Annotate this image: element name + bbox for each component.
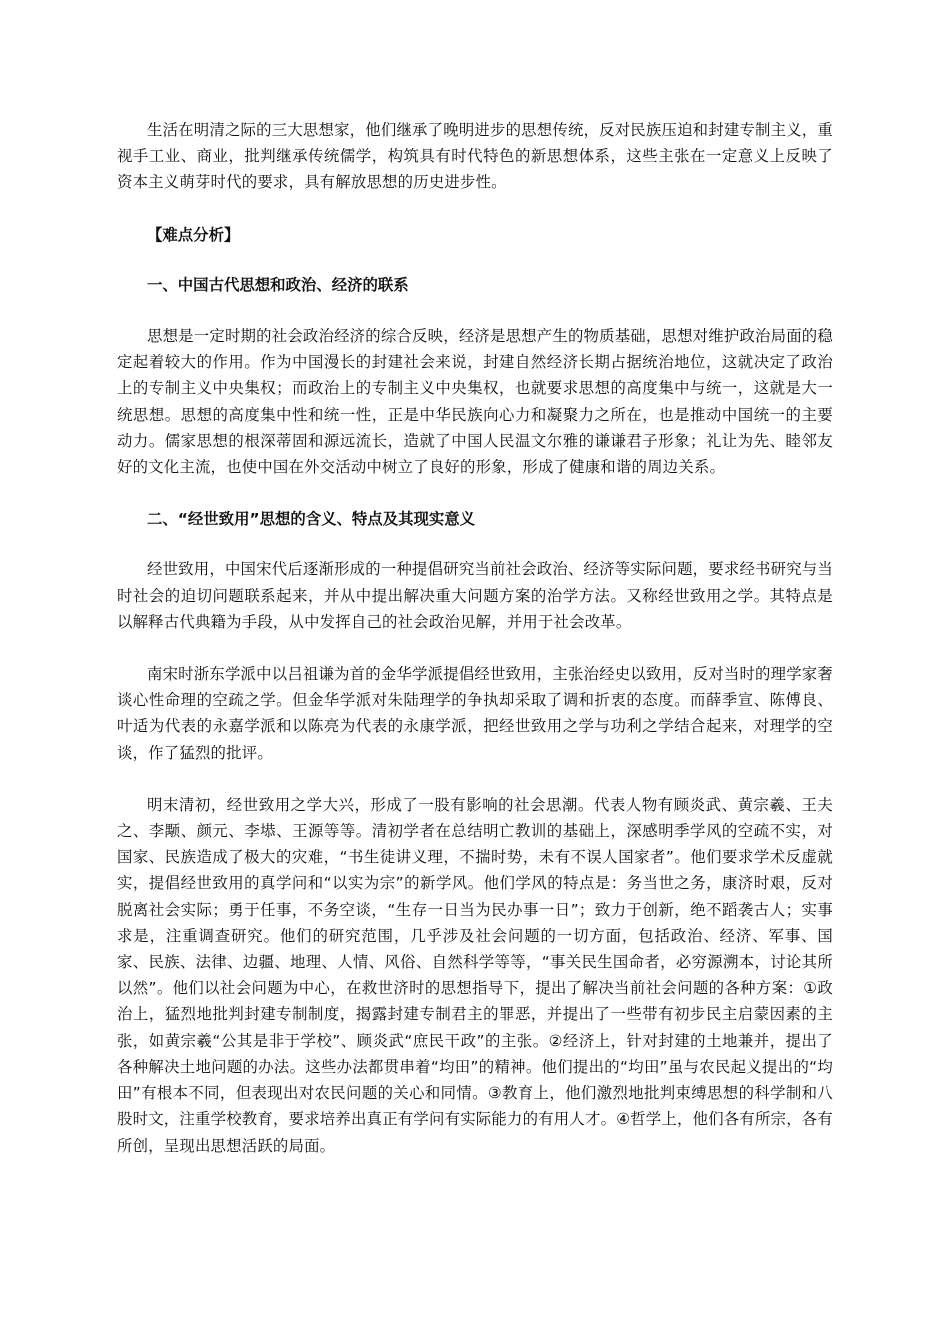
spacer [117,196,833,222]
paragraph-4: 明末清初，经世致用之学大兴，形成了一股有影响的社会思潮。代表人物有顾炎武、黄宗羲、王夫之、李颙、颜元、李塨、王源等等。清初学者在总结明亡教训的基础上，深感明季学风的空疏不实，对国家、民族造成了极大的灾难，“书生徒讲义理，不揣时势，未有不误人国家者”。他们要求学术反虚就实，提倡经世致用的真学问和“以实为宗”的新学风。他们学风的特点是：务当世之务，康济时艰，反对脱离社会实际；勇于任事，不务空谈，“生存一日当为民办事一日”；致力于创新，绝不蹈袭古人；实事求是，注重调查研究。他们的研究范围，几乎涉及社会问题的一切方面，包括政治、经济、军事、国家、民族、法律、边疆、地理、人情、风俗、自然科学等等，“事关民生国命者，必穷源溯本，讨论其所以然”。他们以社会问题为中心，在救世济时的思想指导下，提出了解决当前社会问题的各种方案：①政治上，猛烈地批判封建专制制度，揭露封建专制君主的罪恶，并提出了一些带有初步民主启蒙因素的主张，如黄宗羲“公其是非于学校”、顾炎武“庶民干政”的主张。②经济上，针对封建的土地兼并，提出了各种解决土地问题的办法。这些办法都贯串着“均田”的精神。他们提出的“均田”虽与农民起义提出的“均田”有根本不同，但表现出对农民问题的关心和同情。③教育上，他们激烈地批判束缚思想的科学制和八股时文，注重学校教育，要求培养出真正有学问有实际能力的有用人才。④哲学上，他们各有所宗，各有所创，呈现出思想活跃的局面。 [117,795,833,1155]
spacer [117,298,833,323]
spacer [117,635,833,661]
document-body [117,117,833,1159]
spacer [117,480,833,506]
spacer [117,532,833,556]
spacer [117,766,833,792]
intro-paragraph: 生活在明清之际的三大思想家，他们继承了晚明进步的思想传统，反对民族压迫和封建专制主义，重视手工业、商业，批判继承传统儒学，构筑具有时代特色的新思想体系，这些主张在一定意义上反映了资本主义萌芽时代的要求，具有解放思想的历史进步性。 [117,121,833,192]
heading-2: 二、“经世致用”思想的含义、特点及其现实意义 [147,510,476,529]
paragraph-2: 经世致用，中国宋代后逐渐形成的一种提倡研究当前社会政治、经济等实际问题，要求经书研究与当时社会的迫切问题联系起来，并从中提出解决重大问题方案的治学方法。又称经世致用之学。其特点是以解释古代典籍为手段，从中发挥自己的社会政治见解，并用于社会改革。 [117,560,833,631]
heading-1: 一、中国古代思想和政治、经济的联系 [147,275,409,294]
spacer [117,248,833,272]
section-label: 【难点分析】 [147,225,240,244]
paragraph-1: 思想是一定时期的社会政治经济的综合反映，经济是思想产生的物质基础，思想对维护政治局面的稳定起着较大的作用。作为中国漫长的封建社会来说，封建自然经济长期占据统治地位，这就决定了政治上的专制主义中央集权；而政治上的专制主义中央集权，也就要求思想的高度集中与统一，这就是大一统思想。思想的高度集中性和统一性，正是中华民族向心力和凝聚力之所在，也是推动中国统一的主要动力。儒家思想的根深蒂固和源远流长，造就了中国人民温文尔雅的谦谦君子形象；礼让为先、睦邻友好的文化主流，也使中国在外交活动中树立了良好的形象，形成了健康和谐的周边关系。 [117,327,833,477]
paragraph-3: 南宋时浙东学派中以吕祖谦为首的金华学派提倡经世致用，主张治经史以致用，反对当时的理学家奢谈心性命理的空疏之学。但金华学派对朱陆理学的争执却采取了调和折衷的态度。而薛季宣、陈傅良、叶适为代表的永嘉学派和以陈亮为代表的永康学派，把经世致用之学与功利之学结合起来，对理学的空谈，作了猛烈的批评。 [117,665,833,762]
